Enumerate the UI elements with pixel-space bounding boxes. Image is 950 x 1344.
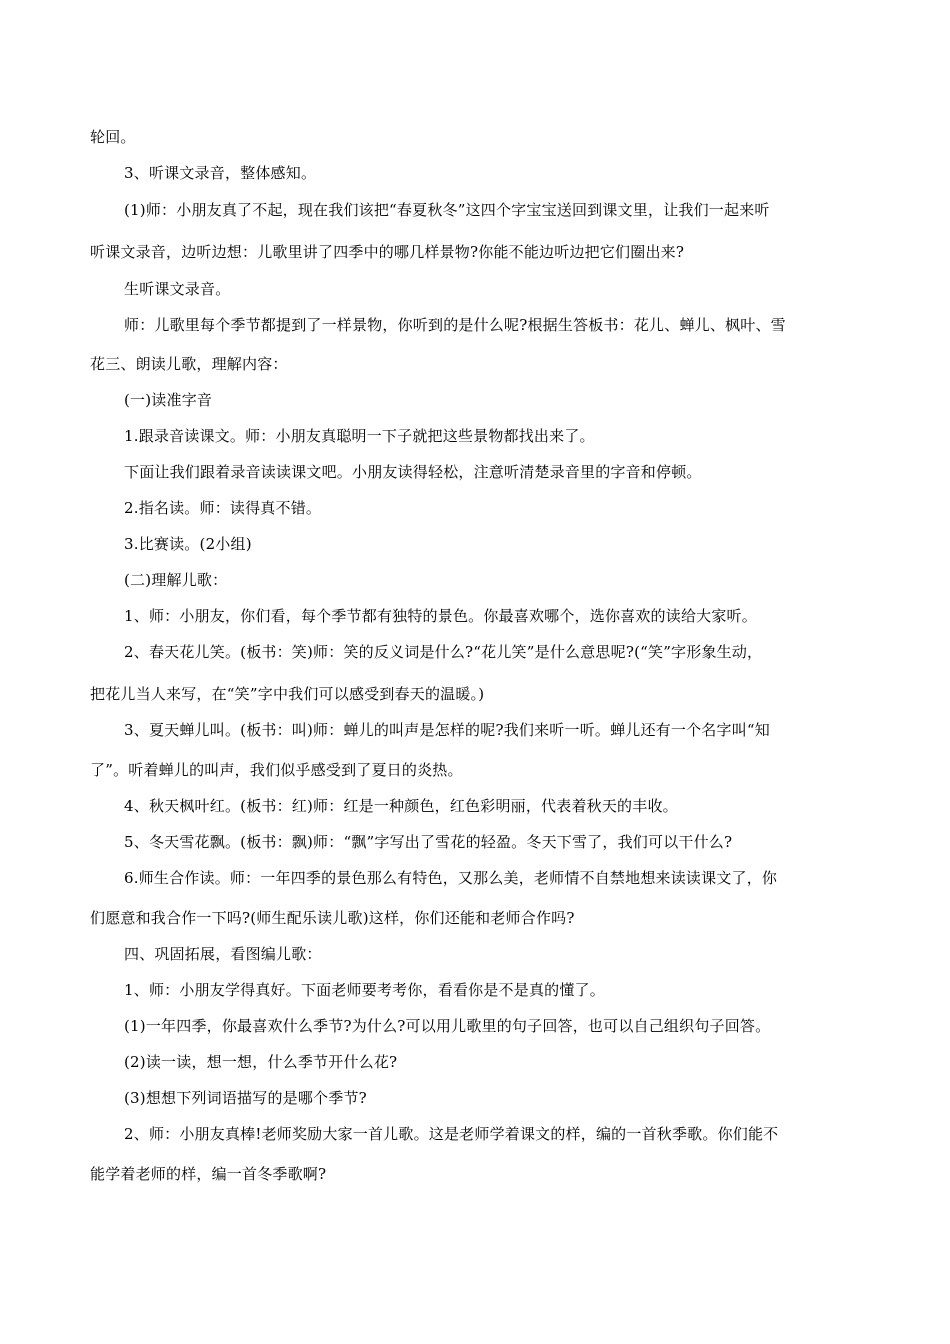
text-line: 3、夏天蝉儿叫。(板书：叫)师：蝉儿的叫声是怎样的呢?我们来听一听。蝉儿还有一个名字叫“知 <box>124 721 770 739</box>
text-line: 能学着老师的样，编一首冬季歌啊? <box>90 1165 327 1183</box>
text-line: 听课文录音，边听边想：儿歌里讲了四季中的哪几样景物?你能不能边听边把它们圈出来? <box>90 243 685 261</box>
text-line: (二)理解儿歌： <box>124 571 228 589</box>
text-line: 3、听课文录音，整体感知。 <box>124 164 317 182</box>
text-line: 5、冬天雪花飘。(板书：飘)师：“飘”字写出了雪花的轻盈。冬天下雪了，我们可以干什么? <box>124 833 733 851</box>
text-line: 下面让我们跟着录音读读课文吧。小朋友读得轻松，注意听清楚录音里的字音和停顿。 <box>124 463 702 481</box>
text-line: (1)师：小朋友真了不起，现在我们该把“春夏秋冬”这四个字宝宝送回到课文里，让我们一起来听 <box>124 201 770 219</box>
text-line: 2.指名读。师：读得真不错。 <box>124 499 322 517</box>
text-line: 6.师生合作读。师：一年四季的景色那么有特色，又那么美，老师情不自禁地想来读读课文了，你 <box>124 869 778 887</box>
text-line: 了”。听着蝉儿的叫声，我们似乎感受到了夏日的炎热。 <box>90 761 463 779</box>
text-line: 3.比赛读。(2小组) <box>124 535 252 553</box>
text-line: 1、师：小朋友，你们看，每个季节都有独特的景色。你最喜欢哪个，选你喜欢的读给大家听。 <box>124 607 757 625</box>
text-line: 花三、朗读儿歌，理解内容： <box>90 355 288 373</box>
text-line: 1、师：小朋友学得真好。下面老师要考考你，看看你是不是真的懂了。 <box>124 981 605 999</box>
text-line: 们愿意和我合作一下吗?(师生配乐读儿歌)这样，你们还能和老师合作吗? <box>90 909 575 927</box>
text-line: 四、巩固拓展，看图编儿歌： <box>124 945 322 963</box>
text-line: (一)读准字音 <box>124 391 213 409</box>
text-line: (3)想想下列词语描写的是哪个季节? <box>124 1089 367 1107</box>
text-line: 师：儿歌里每个季节都提到了一样景物，你听到的是什么呢?根据生答板书：花儿、蝉儿、枫叶、雪 <box>124 316 786 334</box>
text-line: 把花儿当人来写，在“笑”字中我们可以感受到春天的温暖。) <box>90 685 485 703</box>
text-line: 轮回。 <box>90 128 136 146</box>
text-line: 4、秋天枫叶红。(板书：红)师：红是一种颜色，红色彩明丽，代表着秋天的丰收。 <box>124 797 678 815</box>
text-line: 1.跟录音读课文。师：小朋友真聪明一下子就把这些景物都找出来了。 <box>124 427 595 445</box>
text-line: (2)读一读，想一想，什么季节开什么花? <box>124 1053 398 1071</box>
text-line: 2、师：小朋友真棒!老师奖励大家一首儿歌。这是老师学着课文的样，编的一首秋季歌。你们能不 <box>124 1125 779 1143</box>
text-line: (1)一年四季，你最喜欢什么季节?为什么?可以用儿歌里的句子回答，也可以自己组织句子回答。 <box>124 1017 771 1035</box>
text-line: 生听课文录音。 <box>124 280 231 298</box>
text-line: 2、春天花儿笑。(板书：笑)师：笑的反义词是什么?“花儿笑”是什么意思呢?(“笑”字形象生动， <box>124 643 763 661</box>
